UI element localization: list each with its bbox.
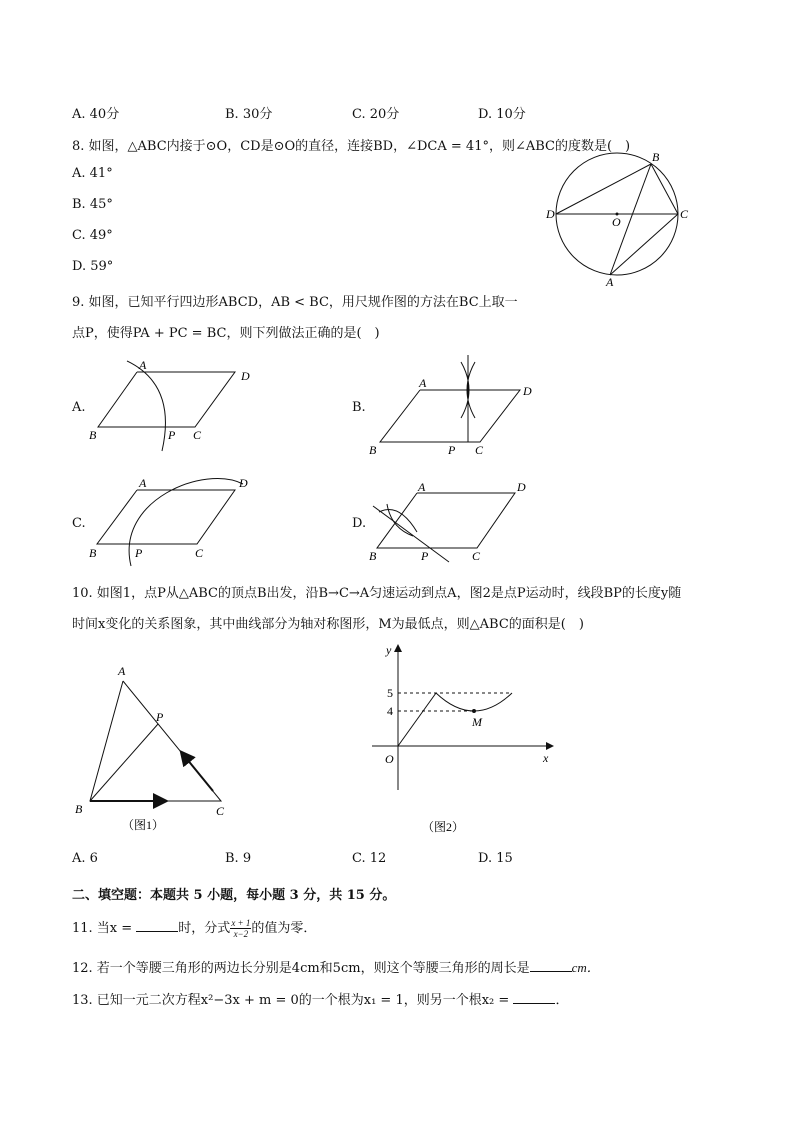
- label-b: B: [652, 150, 660, 164]
- label-a: A: [606, 275, 614, 289]
- q9-option-d-label: D.: [352, 516, 367, 531]
- q11-suffix: 的值为零．: [251, 921, 317, 936]
- arc-1: [379, 510, 417, 533]
- q11-fraction-numerator: x + 1: [231, 918, 251, 928]
- vertex-d: D: [523, 384, 532, 398]
- q11-middle: 时，分式: [178, 921, 231, 936]
- vertex-p: P: [168, 428, 176, 442]
- q7-option-c: C. 20分: [352, 107, 400, 122]
- parallelogram: [98, 372, 235, 427]
- vertex-p: P: [135, 546, 143, 560]
- vertex-b: B: [369, 549, 377, 563]
- q10-stem-line1: 10. 如图1，点P从△ABC的顶点B出发，沿B→C→A匀速运动到点A，图2是点P运动时，线段BP的长度y随: [72, 586, 682, 601]
- label-a: A: [118, 664, 126, 678]
- label-x: x: [543, 751, 549, 765]
- q9-figure-c: [85, 470, 265, 570]
- q12-answer-blank[interactable]: [530, 959, 572, 972]
- section2-heading: 二、填空题：本题共 5 小题，每小题 3 分，共 15 分。: [72, 888, 396, 903]
- q10-figure-1: [70, 655, 250, 840]
- parallelogram: [380, 390, 520, 442]
- bisector-line: [373, 506, 449, 562]
- tick-4: 4: [387, 704, 393, 718]
- vertex-b: B: [369, 443, 377, 457]
- label-o: O: [612, 215, 621, 229]
- vertex-a: A: [139, 358, 147, 372]
- label-o: O: [385, 752, 394, 766]
- q11-answer-blank[interactable]: [136, 919, 178, 932]
- triangle-abc: [90, 681, 221, 801]
- vertex-p: P: [421, 549, 429, 563]
- label-c: C: [216, 804, 225, 818]
- vertex-c: C: [472, 549, 481, 563]
- q10-option-c: C. 12: [352, 851, 387, 866]
- vertex-p: P: [448, 443, 456, 457]
- q12-line: [72, 957, 600, 976]
- q9-stem-line1: 9. 如图，已知平行四边形ABCD，AB < BC，用尺规作图的方法在BC上取一: [72, 295, 518, 310]
- q13-suffix: ．: [555, 993, 569, 1008]
- q9-figure-d: [365, 474, 545, 574]
- q9-option-a-label: A.: [72, 400, 86, 415]
- q13-line: [72, 989, 568, 1008]
- vertex-d: D: [241, 369, 250, 383]
- label-b: B: [75, 802, 83, 816]
- q12-unit: cm．: [571, 960, 600, 975]
- q7-option-d: D. 10分: [478, 107, 526, 122]
- q10-stem-line2: 时间x变化的关系图象，其中曲线部分为轴对称图形，M为最低点，则△ABC的面积是( ): [72, 617, 584, 632]
- q10-option-a: A. 6: [72, 851, 98, 866]
- q9-option-c-label: C.: [72, 516, 86, 531]
- q8-stem: 8. 如图，△ABC内接于⊙O，CD是⊙O的直径，连接BD，∠DCA = 41°，则∠ABC的度数是( ): [72, 139, 631, 154]
- label-p: P: [156, 710, 164, 724]
- q7-option-b: B. 30分: [225, 107, 273, 122]
- segment-bc: [651, 164, 678, 214]
- arc: [127, 361, 165, 451]
- q8-option-d: D. 59°: [72, 259, 114, 274]
- linear-part: [398, 693, 436, 746]
- parallelogram: [97, 490, 235, 544]
- vertex-d: D: [239, 476, 248, 490]
- q9-figure-a: [85, 355, 265, 450]
- label-c: C: [680, 207, 689, 221]
- vertex-a: A: [139, 476, 147, 490]
- q8-option-c: C. 49°: [72, 228, 113, 243]
- vertex-c: C: [195, 546, 204, 560]
- figure2-caption: （图2）: [422, 820, 465, 834]
- q10-option-d: D. 15: [478, 851, 513, 866]
- q13-answer-blank[interactable]: [513, 991, 555, 1004]
- tick-5: 5: [387, 686, 393, 700]
- q10-option-b: B. 9: [225, 851, 252, 866]
- arrow-ca: [182, 753, 213, 791]
- q8-option-a: A. 41°: [72, 166, 113, 181]
- q9-option-b-label: B.: [352, 400, 366, 415]
- q10-figure-2: [360, 640, 565, 840]
- point-m: [472, 709, 476, 713]
- vertex-d: D: [517, 480, 526, 494]
- q9-stem-line2: 点P，使得PA + PC = BC，则下列做法正确的是( ): [72, 326, 380, 341]
- vertex-b: B: [89, 546, 97, 560]
- vertex-a: A: [418, 480, 426, 494]
- segment-db: [556, 164, 651, 214]
- vertex-c: C: [475, 443, 484, 457]
- q11-fraction-denominator: x−2: [233, 929, 249, 939]
- label-m: M: [472, 715, 482, 729]
- q7-option-a: A. 40分: [72, 107, 120, 122]
- q8-option-b: B. 45°: [72, 197, 113, 212]
- q11-line: [72, 917, 316, 939]
- label-d: D: [546, 207, 555, 221]
- q8-circle-figure: [540, 148, 700, 290]
- q11-prefix: 11. 当x =: [72, 921, 137, 936]
- q12-text: 12. 若一个等腰三角形的两边长分别是4cm和5cm，则这个等腰三角形的周长是: [72, 961, 530, 976]
- q13-text: 13. 已知一元二次方程x²−3x + m = 0的一个根为x₁ = 1，则另一个根x₂ =: [72, 993, 514, 1008]
- figure1-caption: （图1）: [122, 818, 165, 832]
- vertex-a: A: [419, 376, 427, 390]
- vertex-c: C: [193, 428, 202, 442]
- arc-2: [387, 504, 413, 536]
- arc: [129, 478, 243, 566]
- vertex-b: B: [89, 428, 97, 442]
- parallelogram: [377, 493, 515, 548]
- label-y: y: [386, 643, 392, 657]
- curve-part: [436, 693, 512, 711]
- q11-fraction: [230, 918, 251, 939]
- q9-figure-b: [365, 350, 545, 460]
